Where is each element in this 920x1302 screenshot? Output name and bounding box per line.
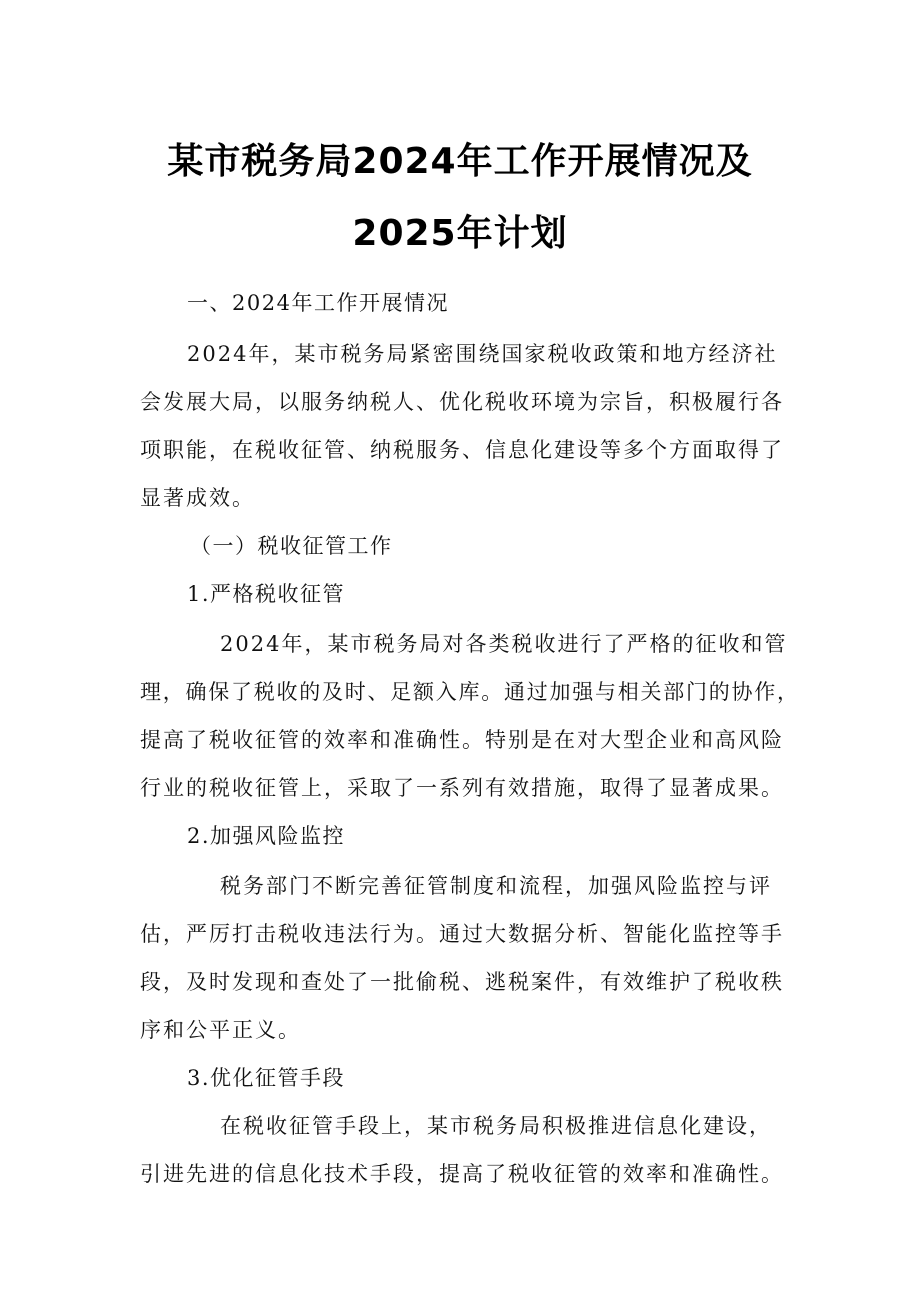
- intro-line-2: 会发展大局，以服务纳税人、优化税收环境为宗旨，积极履行各: [140, 390, 784, 414]
- item-heading-3: 3.优化征管手段: [187, 1066, 346, 1090]
- item2-line-1: 税务部门不断完善征管制度和流程，加强风险监控与评: [220, 874, 772, 898]
- item1-line-2: 理，确保了税收的及时、足额入库。通过加强与相关部门的协作，: [140, 680, 800, 704]
- intro-line-3: 项职能，在税收征管、纳税服务、信息化建设等多个方面取得了: [140, 438, 784, 462]
- document-title-line-1: 某市税务局2024年工作开展情况及: [167, 141, 753, 182]
- intro-line-4: 显著成效。: [140, 486, 255, 510]
- document-title-line-2: 2025年计划: [352, 213, 568, 254]
- item1-line-3: 提高了税收征管的效率和准确性。特别是在对大型企业和高风险: [140, 728, 784, 752]
- item-heading-1: 1.严格税收征管: [187, 582, 346, 606]
- item-heading-2: 2.加强风险监控: [187, 824, 346, 848]
- item3-line-1: 在税收征管手段上，某市税务局积极推进信息化建设，: [220, 1114, 772, 1138]
- item3-line-2: 引进先进的信息化技术手段，提高了税收征管的效率和准确性。: [140, 1162, 784, 1186]
- item1-line-1: 2024年，某市税务局对各类税收进行了严格的征收和管: [220, 632, 788, 656]
- item1-line-4: 行业的税收征管上，采取了一系列有效措施，取得了显著成果。: [140, 776, 784, 800]
- section-heading: 一、2024年工作开展情况: [187, 291, 449, 315]
- item2-line-4: 序和公平正义。: [140, 1018, 301, 1042]
- item2-line-3: 段，及时发现和查处了一批偷税、逃税案件，有效维护了税收秩: [140, 970, 784, 994]
- item2-line-2: 估，严厉打击税收违法行为。通过大数据分析、智能化监控等手: [140, 922, 784, 946]
- intro-line-1: 2024年，某市税务局紧密围绕国家税收政策和地方经济社: [187, 342, 778, 366]
- subsection-heading: （一）税收征管工作: [190, 534, 393, 558]
